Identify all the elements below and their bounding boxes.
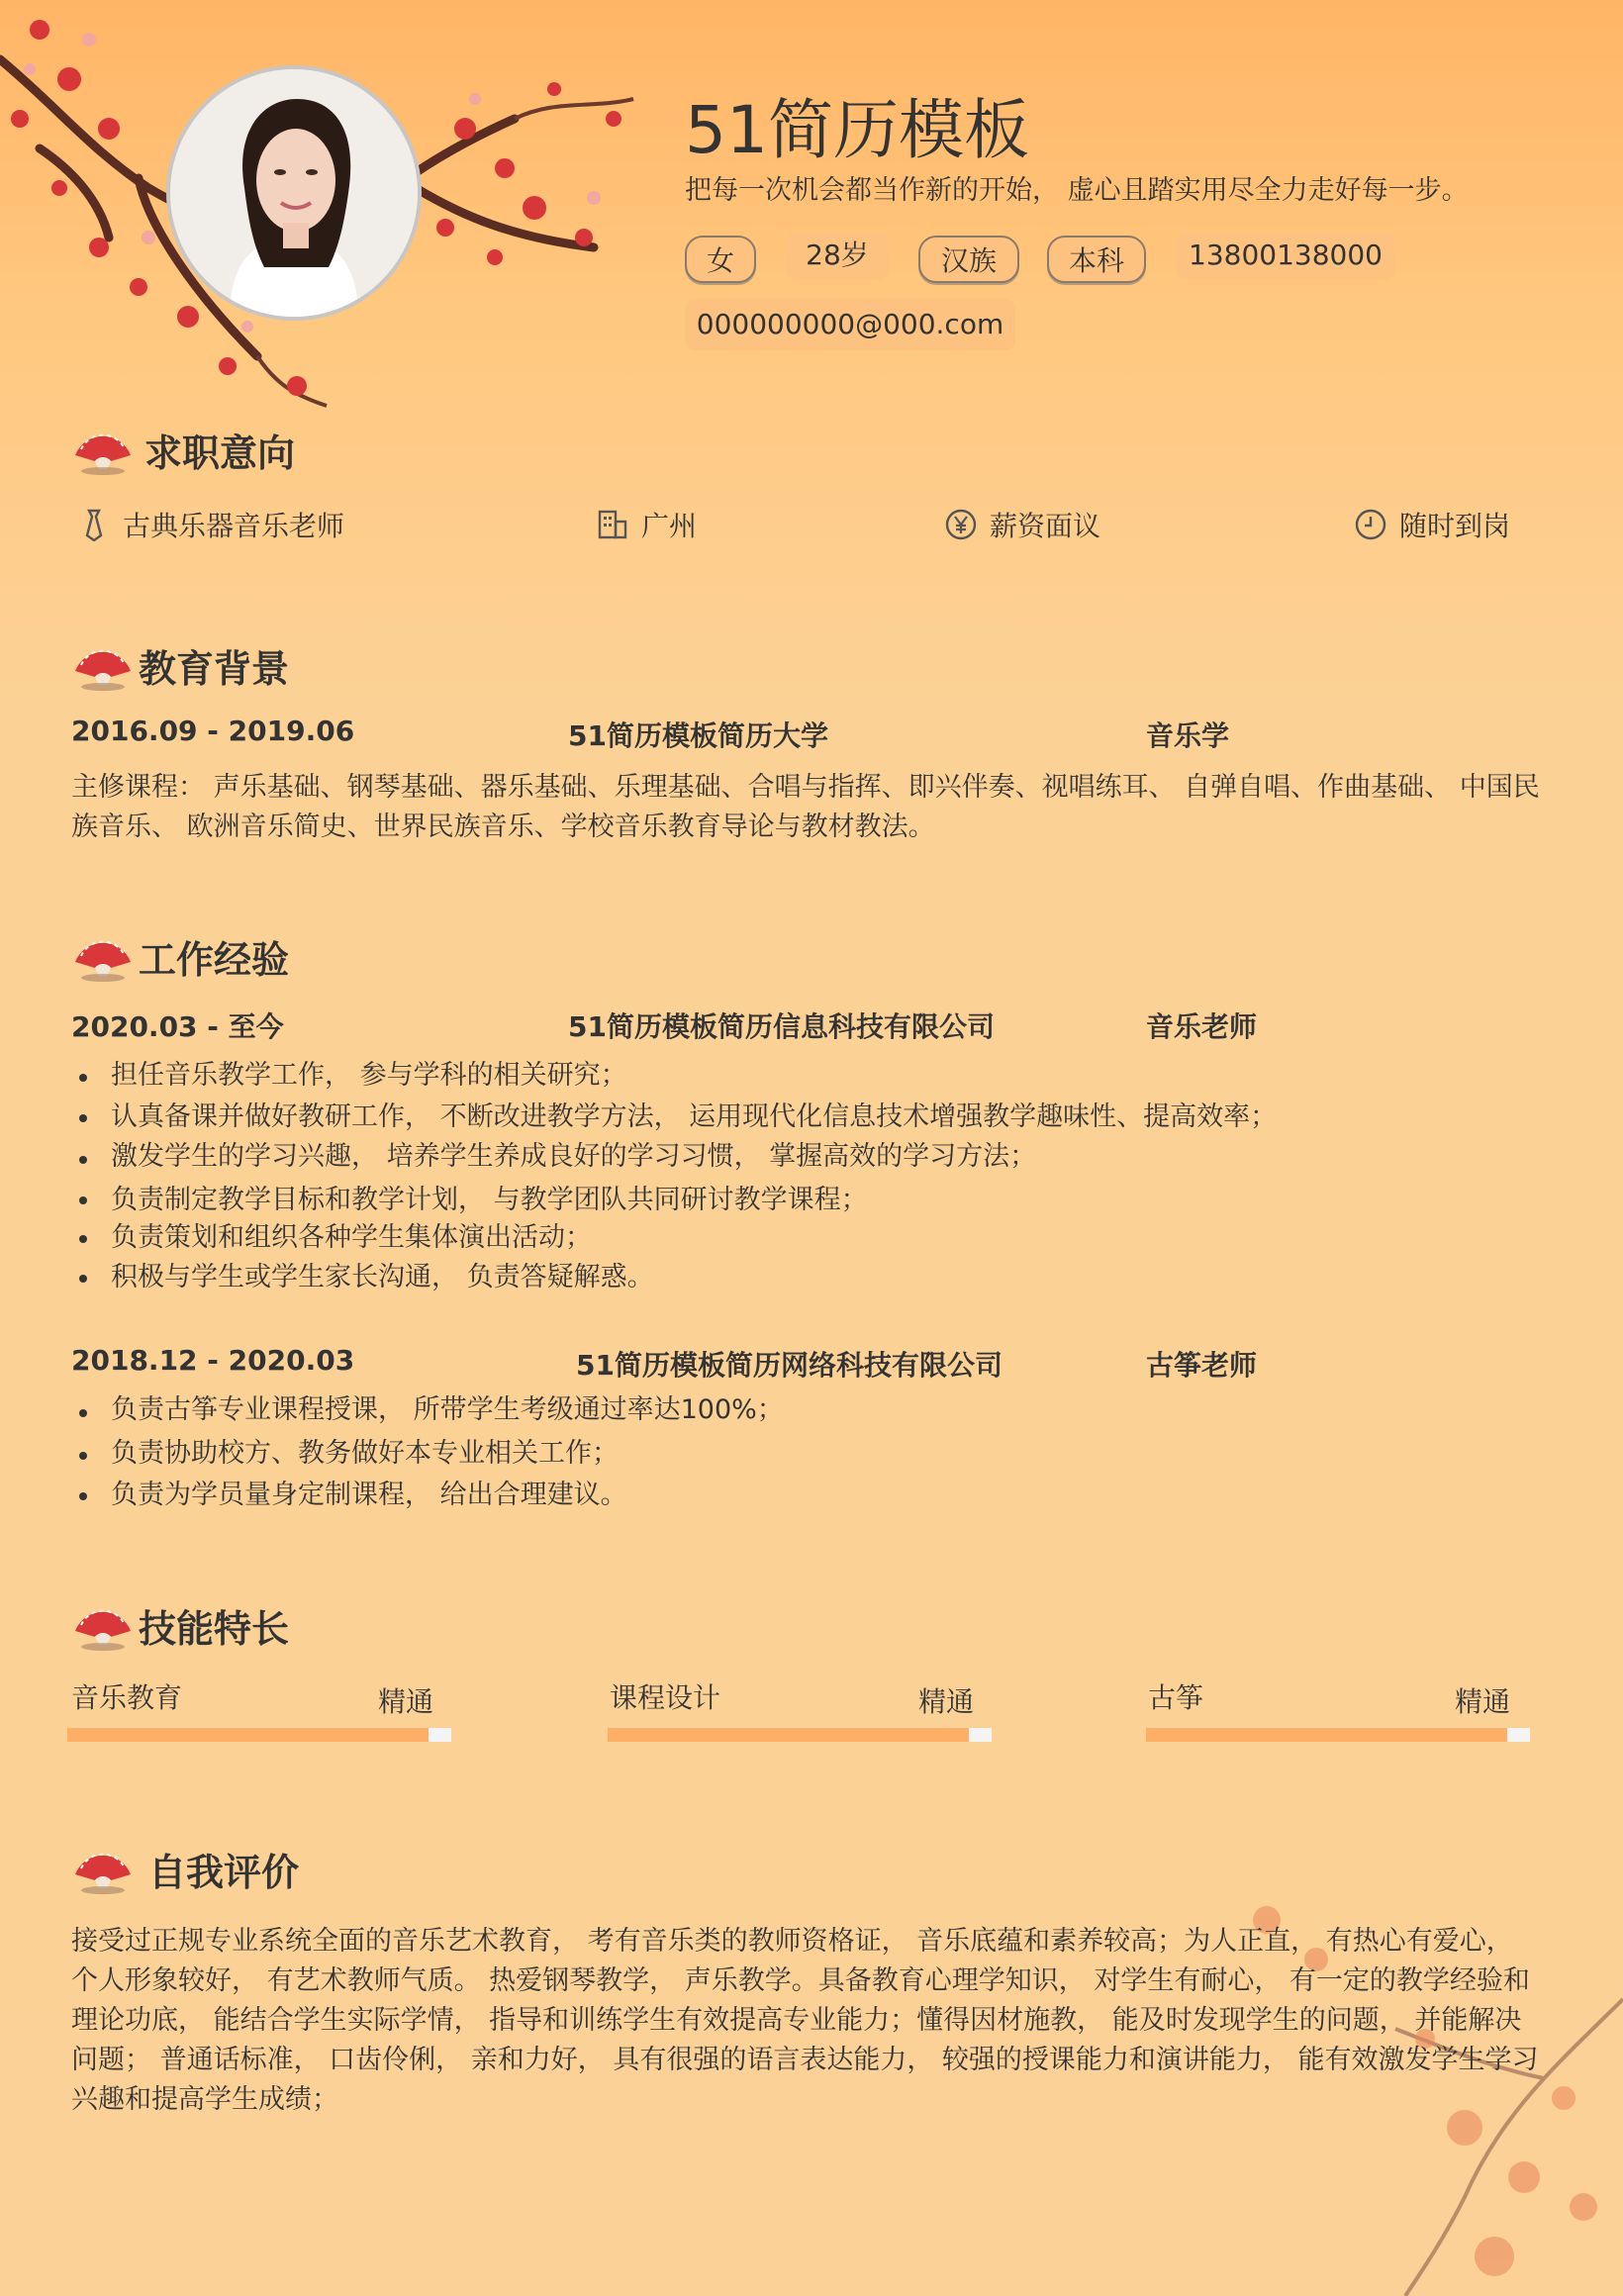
education-courses: 主修课程： 声乐基础、钢琴基础、器乐基础、乐理基础、合唱与指挥、即兴伴奏、视唱练耳、 自弹自唱、作曲基础、 中国民族音乐、 欧洲音乐简史、世界民族音乐、学校音乐教育导论与教材教法。: [71, 772, 1540, 842]
list-item: 担任音乐教学工作， 参与学科的相关研究；: [71, 1057, 1277, 1099]
section-title-text: 教育背景: [139, 646, 290, 691]
education-major: 音乐学: [1146, 719, 1230, 752]
self-evaluation-line: 兴趣和提高学生成绩；: [71, 2084, 338, 2115]
skill-name: 音乐教育: [71, 1681, 183, 1714]
list-item: 积极与学生或学生家长沟通， 负责答疑解惑。: [71, 1259, 1277, 1298]
fan-icon: [71, 422, 135, 477]
intent-salary: 薪资面议: [944, 505, 1100, 544]
page-title: 51简历模板: [685, 92, 1029, 168]
list-item: 负责古筝专业课程授课， 所带学生考级通过率达100%；: [71, 1391, 784, 1435]
fan-icon: [71, 928, 135, 984]
fan-icon: [71, 637, 135, 693]
list-item: 负责制定教学目标和教学计划， 与教学团队共同研讨教学课程；: [71, 1182, 1277, 1219]
list-item: 负责为学员量身定制课程， 给出合理建议。: [71, 1477, 784, 1516]
intent-availability: 随时到岗: [1354, 505, 1510, 544]
section-title-skills: [71, 1595, 289, 1655]
self-evaluation-line: 问题； 普通话标准， 口齿伶俐， 亲和力好， 具有很强的语言表达能力， 较强的授课能力和演讲能力， 能有效激发学生学习: [71, 2045, 1539, 2075]
skill-level: 精通: [1455, 1685, 1511, 1718]
work-role: 音乐老师: [1146, 1010, 1258, 1043]
gender-tag: 女: [685, 236, 756, 283]
list-item: 负责策划和组织各种学生集体演出活动；: [71, 1219, 1277, 1259]
clock-icon: [1354, 508, 1387, 541]
work-duties-list: [71, 1391, 784, 1516]
phone: 13800138000: [1176, 232, 1395, 279]
section-title-work: [71, 926, 289, 986]
self-evaluation-line: 理论功底， 能结合学生实际学情， 指导和训练学生有效提高专业能力；懂得因材施教， 能及时发现学生的问题， 并能解决: [71, 2005, 1522, 2036]
skill-name: 课程设计: [610, 1681, 721, 1714]
skill-level: 精通: [918, 1685, 975, 1718]
self-evaluation: [71, 1922, 1575, 2120]
list-item: 认真备课并做好教研工作， 不断改进教学方法， 运用现代化信息技术增强教学趣味性、提高效率；: [71, 1099, 1277, 1138]
section-title-intent: [71, 420, 295, 479]
section-title-text: 求职意向: [144, 430, 296, 475]
email: 000000000@000.com: [685, 299, 1015, 350]
tie-icon: [77, 508, 111, 541]
section-title-text: 技能特长: [139, 1606, 290, 1651]
skill-bar: [1146, 1728, 1530, 1742]
work-company: 51简历模板简历网络科技有限公司: [576, 1349, 1002, 1382]
work-duties-list: [71, 1057, 1277, 1298]
ethnicity-tag: 汉族: [918, 236, 1019, 283]
self-evaluation-line: 接受过正规专业系统全面的音乐艺术教育， 考有音乐类的教师资格证， 音乐底蕴和素养较高；为人正直， 有热心有爱心，: [71, 1926, 1513, 1957]
skill-name: 古筝: [1148, 1681, 1204, 1714]
list-item: 负责协助校方、教务做好本专业相关工作；: [71, 1435, 784, 1477]
yen-icon: [944, 508, 978, 541]
work-period: 2018.12 - 2020.03: [71, 1344, 355, 1377]
skill-bar-fill: [1146, 1728, 1507, 1742]
skill-level: 精通: [378, 1685, 434, 1718]
degree-tag: 本科: [1047, 236, 1146, 283]
section-title-self: [71, 1839, 299, 1898]
section-title-text: 工作经验: [139, 937, 290, 982]
skill-bar: [608, 1728, 992, 1742]
work-company: 51简历模板简历信息科技有限公司: [568, 1010, 995, 1043]
skill-bar-fill: [608, 1728, 969, 1742]
intent-position: 古典乐器音乐老师: [77, 505, 344, 544]
skill-bar: [67, 1728, 451, 1742]
motto: 把每一次机会都当作新的开始， 虚心且踏实用尽全力走好每一步。: [685, 175, 1469, 206]
intent-city: 广州: [596, 505, 697, 544]
section-title-text: 自我评价: [148, 1850, 300, 1894]
work-period: 2020.03 - 至今: [71, 1010, 284, 1043]
building-icon: [596, 508, 629, 541]
fan-icon: [71, 1841, 135, 1896]
section-title-education: [71, 635, 289, 695]
avatar: [166, 65, 422, 321]
fan-icon: [71, 1597, 135, 1653]
education-period: 2016.09 - 2019.06: [71, 715, 355, 747]
age-tag: 28岁: [786, 232, 889, 279]
education-school: 51简历模板简历大学: [568, 719, 828, 752]
list-item: 激发学生的学习兴趣， 培养学生养成良好的学习习惯， 掌握高效的学习方法；: [71, 1138, 1277, 1182]
work-role: 古筝老师: [1146, 1349, 1258, 1382]
self-evaluation-line: 个人形象较好， 有艺术教师气质。 热爱钢琴教学， 声乐教学。具备教育心理学知识， 对学生有耐心， 有一定的教学经验和: [71, 1965, 1530, 1996]
skill-bar-fill: [67, 1728, 429, 1742]
